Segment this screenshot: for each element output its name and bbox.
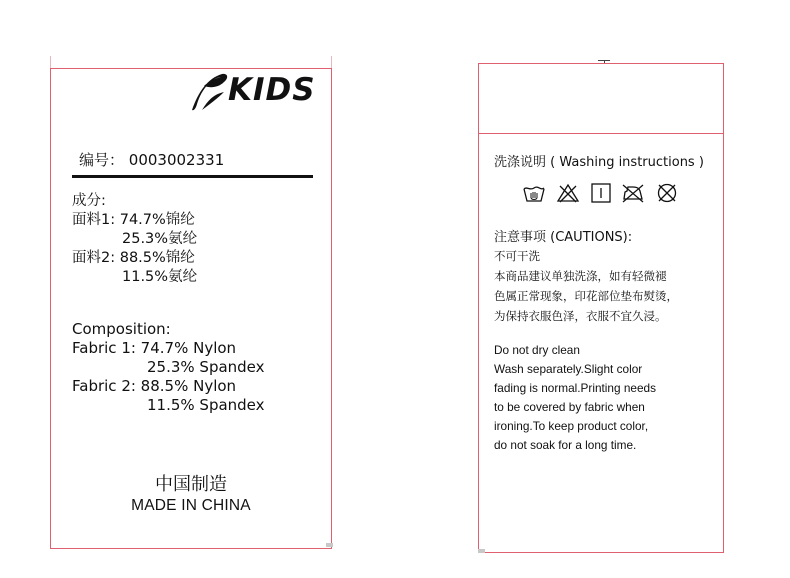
cn-caution-line: 色属正常现象，印花部位垫布熨烫， (494, 289, 678, 303)
en-caution-line: Wash separately.Slight color (494, 362, 643, 376)
cn-composition (72, 192, 197, 287)
en-caution-line: fading is normal.Printing needs (494, 381, 656, 395)
do-not-bleach-icon (556, 182, 580, 204)
cn-caution-line: 为保持衣服色泽，衣服不宜久浸。 (494, 309, 667, 323)
serial-label: 编号： (79, 151, 125, 169)
serial-number: 0003002331 (128, 151, 225, 169)
en-caution-line: Do not dry clean (494, 343, 580, 357)
tumble-dry-line-icon (590, 182, 612, 204)
brand-logo (188, 70, 316, 114)
cn-cautions (494, 246, 714, 326)
en-composition-heading: Composition: (72, 320, 171, 338)
cn-composition-line: 11.5%氨纶 (122, 269, 198, 285)
right-label-fold-tick (598, 60, 610, 61)
en-composition-line: 25.3% Spandex (147, 358, 265, 376)
left-label-cut-mark (50, 56, 51, 68)
origin-cn: 中国制造 (155, 474, 227, 495)
care-label-fold-line (479, 133, 723, 134)
cn-composition-heading: 成分: (72, 193, 106, 209)
cn-caution-line: 本商品建议单独洗涤，如有轻微褪 (494, 269, 667, 283)
corner-mark (326, 543, 333, 547)
en-cautions (494, 341, 719, 455)
en-caution-line: ironing.To keep product color, (494, 419, 649, 433)
cn-composition-line: 面料1: 74.7%锦纶 (72, 212, 195, 228)
cn-composition-line: 面料2: 88.5%锦纶 (72, 250, 195, 266)
brand-name: KIDS (228, 72, 316, 108)
origin-en: MADE IN CHINA (131, 497, 251, 514)
serial-divider (72, 175, 313, 178)
do-not-dry-clean-icon (655, 182, 679, 204)
wash-title: 洗涤说明 ( Washing instructions ) (494, 155, 704, 170)
en-composition-line: Fabric 2: 88.5% Nylon (72, 377, 237, 395)
en-composition-line: 11.5% Spandex (147, 396, 265, 414)
cn-composition-line: 25.3%氨纶 (122, 231, 198, 247)
cn-caution-line: 不可干洗 (494, 249, 540, 263)
swoosh-logo-icon (188, 70, 230, 114)
en-composition (72, 320, 265, 415)
do-not-iron-icon (621, 182, 645, 204)
cautions-title: 注意事项 (CAUTIONS): (494, 230, 633, 245)
en-caution-line: to be covered by fabric when (494, 400, 645, 414)
corner-mark (478, 549, 485, 553)
serial-row (79, 149, 224, 170)
wash-30-hand-icon (522, 182, 546, 204)
en-composition-line: Fabric 1: 74.7% Nylon (72, 339, 237, 357)
en-caution-line: do not soak for a long time. (494, 438, 637, 452)
left-label-cut-mark-right (331, 56, 332, 68)
